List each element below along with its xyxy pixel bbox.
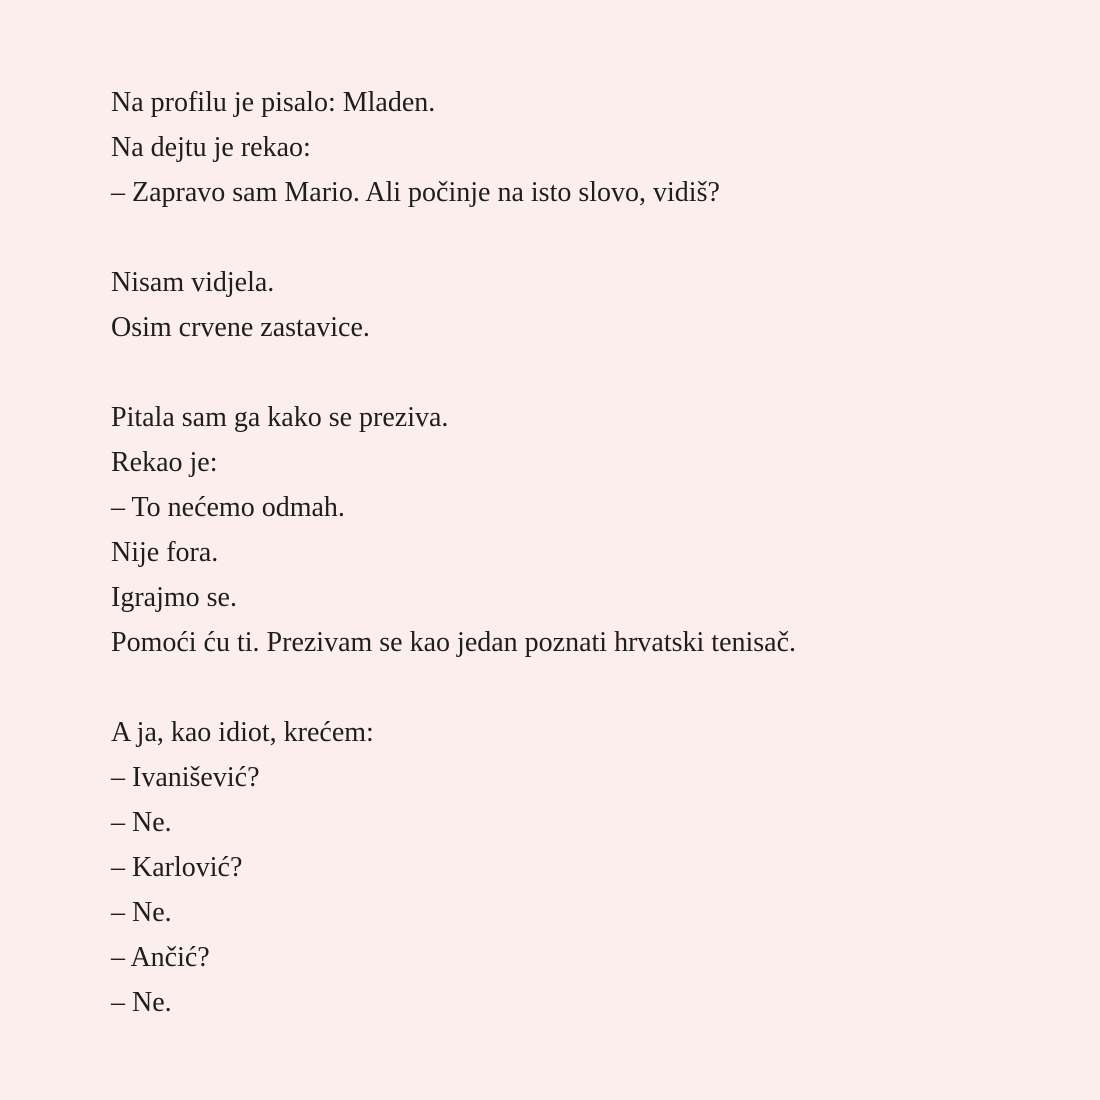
text-line: – Ne. [111, 897, 172, 928]
text-line: Igrajmo se. [111, 582, 237, 613]
text-line: – Zapravo sam Mario. Ali počinje na isto slovo, vidiš? [111, 177, 720, 208]
text-line: Nisam vidjela. [111, 267, 275, 298]
text-line: – Ne. [111, 987, 172, 1018]
text-line: Na profilu je pisalo: Mladen. [111, 87, 436, 118]
text-line: – Ne. [111, 807, 172, 838]
text-line: – Ančić? [111, 942, 210, 973]
stanza-4 [111, 710, 1071, 1025]
text-line: A ja, kao idiot, krećem: [111, 717, 374, 748]
text-line: Nije fora. [111, 537, 219, 568]
stanza-1 [111, 80, 1071, 215]
text-line: – To nećemo odmah. [111, 492, 345, 523]
text-line: Na dejtu je rekao: [111, 132, 311, 163]
stanza-2 [111, 260, 1071, 350]
text-line: Rekao je: [111, 447, 218, 478]
text-line: – Ivanišević? [111, 762, 260, 793]
stanza-3 [111, 395, 1071, 665]
text-line: Pomoći ću ti. Prezivam se kao jedan poznati hrvatski tenisač. [111, 627, 797, 658]
text-page [111, 80, 1071, 1070]
text-line: – Karlović? [111, 852, 243, 883]
text-line: Pitala sam ga kako se preziva. [111, 402, 449, 433]
text-line: Osim crvene zastavice. [111, 312, 370, 343]
